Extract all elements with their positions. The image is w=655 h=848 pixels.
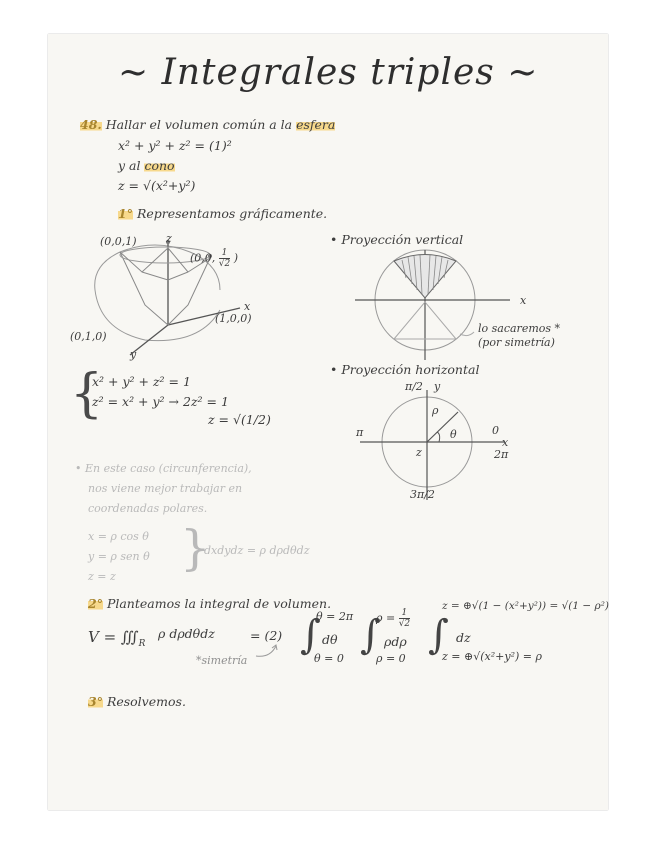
system-brace: { xyxy=(70,364,104,424)
point-010: (0,1,0) xyxy=(70,330,107,343)
symmetry-note-2: (por simetría) xyxy=(478,336,555,349)
rho-upper-limit xyxy=(376,608,410,629)
step1-heading xyxy=(118,206,327,221)
problem-statement xyxy=(80,117,335,132)
integral-sign-rho: ∫ xyxy=(360,612,381,658)
theta-label: θ xyxy=(450,428,457,441)
point-100: (1,0,0) xyxy=(215,312,252,325)
statement-text: Hallar el volumen común a la xyxy=(105,117,297,132)
vertical-projection-title: • Proyección vertical xyxy=(330,232,464,247)
zero-label: 0 xyxy=(492,424,499,437)
pi-half-label: π/2 xyxy=(405,380,423,393)
system-line-2: z² = x² + y² → 2z² = 1 xyxy=(92,394,229,409)
system-line-1: x² + y² + z² = 1 xyxy=(92,374,191,389)
symmetry-note-1: lo sacaremos * xyxy=(478,322,561,335)
d-z: dz xyxy=(456,630,471,645)
vertical-x-axis-label: x xyxy=(520,294,527,307)
sphere-equation: x² + y² + z² = (1)² xyxy=(118,138,232,153)
step3-label: Resolvemos. xyxy=(106,694,186,709)
horizontal-x-axis-label: x xyxy=(502,436,509,449)
point-cone-top xyxy=(190,248,238,269)
faint-note-line-1: • En este caso (circunferencia), xyxy=(75,462,252,475)
horizontal-y-axis-label: y xyxy=(434,380,441,393)
symmetry-arrow xyxy=(254,642,284,662)
integral-sign-z: ∫ xyxy=(428,612,449,658)
jacobian-text: dxdydz = ρ dρdθdz xyxy=(204,544,310,557)
pi-label: π xyxy=(356,426,364,439)
theta-upper-limit: θ = 2π xyxy=(316,610,354,623)
step3-number: 3° xyxy=(88,694,103,709)
problem-number: 48. xyxy=(80,117,102,132)
volume-integrand: ρ dρdθdz xyxy=(158,626,215,641)
volume-lhs xyxy=(88,628,145,649)
rho-lower-limit: ρ = 0 xyxy=(376,652,406,665)
point-001: (0,0,1) xyxy=(100,235,137,248)
point-cone-close: ) xyxy=(233,251,239,265)
faint-note-line-2: nos viene mejor trabajar en xyxy=(88,482,243,495)
page-title: ~ Integrales triples ~ xyxy=(118,52,539,93)
step1-number: 1° xyxy=(118,206,133,221)
z-lower-limit: z = ⊕√(x²+y²) = ρ xyxy=(442,650,542,663)
region-R: R xyxy=(138,639,146,649)
cone-line xyxy=(118,158,175,173)
point-cone-frac-num: 1 xyxy=(219,248,230,259)
equals-factor: = (2) xyxy=(250,628,283,643)
and-text: y al xyxy=(118,158,145,173)
horizontal-projection-title: • Proyección horizontal xyxy=(330,362,480,377)
cone-equation: z = √(x²+y²) xyxy=(118,178,196,193)
d-theta: dθ xyxy=(322,632,338,647)
step2-number: 2° xyxy=(88,596,103,611)
rho-label: ρ xyxy=(432,404,439,417)
step3-heading xyxy=(88,694,186,709)
theta-lower-limit: θ = 0 xyxy=(314,652,344,665)
z-label-horizontal: z xyxy=(416,446,422,459)
rho-upper-prefix: ρ = xyxy=(376,611,396,625)
x-axis-label-3d: x xyxy=(244,300,251,313)
faint-note-line-3: coordenadas polares. xyxy=(88,502,208,515)
system-line-3: z = √(1/2) xyxy=(208,412,271,427)
three-pi-half-label: 3π/2 xyxy=(410,488,435,501)
rho-upper-den: √2 xyxy=(398,619,411,629)
two-pi-label: 2π xyxy=(494,448,509,461)
sphere-cone-3d-figure xyxy=(60,230,270,370)
polar-eq-y: y = ρ sen θ xyxy=(88,550,150,563)
symmetry-annotation: *simetría xyxy=(196,654,248,667)
rho-upper-num: 1 xyxy=(399,608,410,619)
cone-word: cono xyxy=(144,158,175,173)
z-axis-label: z xyxy=(166,232,172,245)
step2-label: Planteamos la integral de volumen. xyxy=(106,596,332,611)
polar-brace: } xyxy=(180,520,211,576)
point-cone-prefix: (0,0, xyxy=(190,251,216,265)
volume-triple-integral: V = ∭ xyxy=(88,628,139,646)
point-cone-frac-den: √2 xyxy=(218,259,231,269)
step2-heading xyxy=(88,596,331,611)
integral-sign-theta: ∫ xyxy=(300,612,321,658)
sphere-word: esfera xyxy=(296,117,336,132)
polar-eq-x: x = ρ cos θ xyxy=(88,530,149,543)
y-axis-label-3d: y xyxy=(130,348,137,361)
polar-eq-z: z = z xyxy=(88,570,116,583)
z-upper-limit: z = ⊕√(1 − (x²+y²)) = √(1 − ρ²) xyxy=(442,600,609,612)
step1-label: Representamos gráficamente. xyxy=(136,206,328,221)
rho-d-rho: ρdρ xyxy=(384,634,407,649)
